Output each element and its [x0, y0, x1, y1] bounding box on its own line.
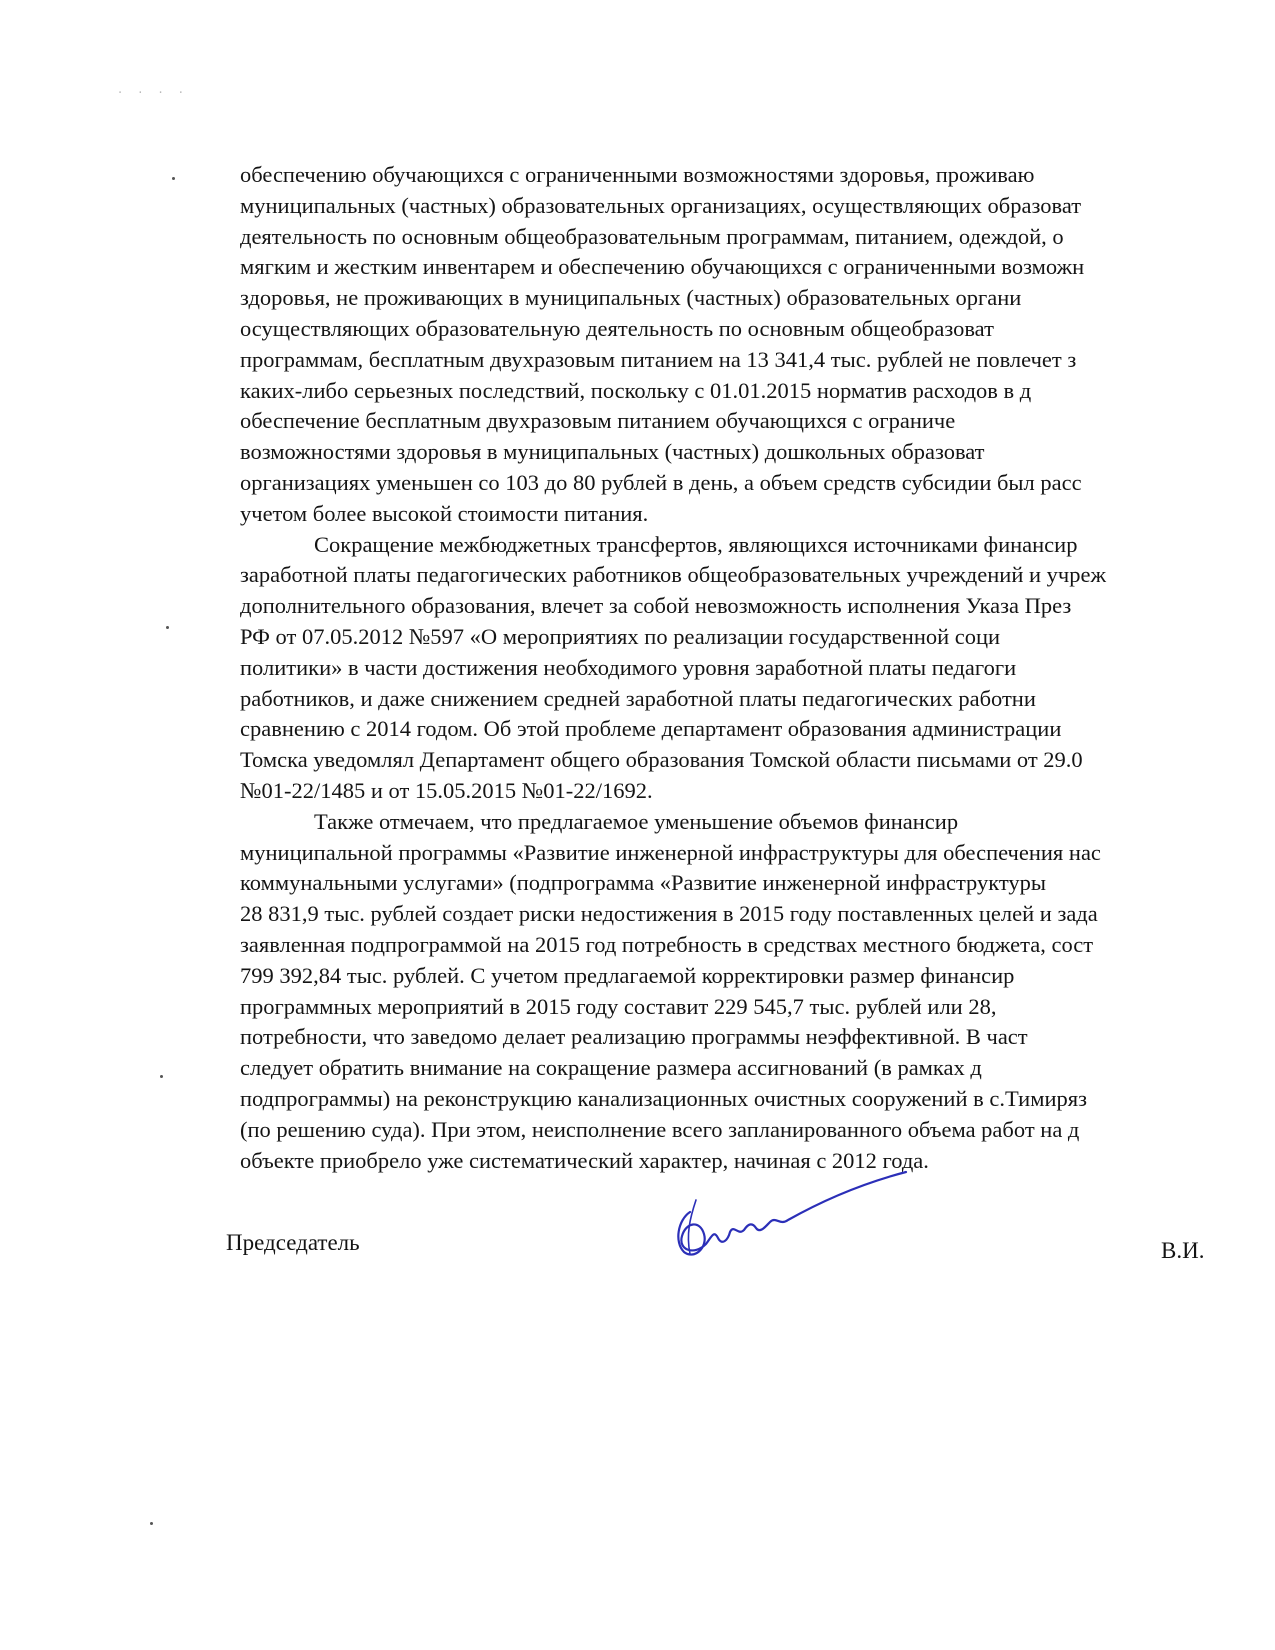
body-line: муниципальной программы «Развитие инженерной инфраструктуры для обеспечения нас	[240, 839, 1101, 865]
body-line: РФ от 07.05.2012 №597 «О мероприятиях по реализации государственной соци	[240, 623, 1001, 649]
body-line: коммунальными услугами» (подпрограмма «Развитие инженерной инфраструктуры	[240, 870, 1047, 896]
body-line: следует обратить внимание на сокращение размера ассигнований (в рамках д	[240, 1055, 982, 1081]
body-line: возможностями здоровья в муниципальных (частных) дошкольных образоват	[240, 439, 985, 465]
body-line: заявленная подпрограммой на 2015 год потребность в средствах местного бюджета, сост	[240, 931, 1094, 957]
body-line: 28 831,9 тыс. рублей создает риски недостижения в 2015 году поставленных целей и зада	[240, 901, 1098, 927]
body-line: муниципальных (частных) образовательных организациях, осуществляющих образоват	[240, 192, 1082, 218]
body-line: обеспечению обучающихся с ограниченными возможностями здоровья, проживаю	[240, 162, 1035, 187]
body-line: обеспечение бесплатным двухразовым питанием обучающихся с ограниче	[240, 408, 956, 434]
scan-speck	[172, 177, 175, 180]
body-line: Томска уведомлял Департамент общего образования Томской области письмами от 29.0	[240, 747, 1083, 773]
body-line: каких-либо серьезных последствий, поскольку с 01.01.2015 норматив расходов в д	[240, 377, 1032, 403]
scan-speck	[166, 626, 169, 629]
scan-artifact-mark: · · · ·	[118, 86, 189, 101]
body-line: Сокращение межбюджетных трансфертов, являющихся источниками финансир	[314, 531, 1078, 557]
body-line: программам, бесплатным двухразовым питанием на 13 341,4 тыс. рублей не повлечет з	[240, 346, 1077, 372]
signature-row	[226, 1230, 1275, 1290]
body-line: дополнительного образования, влечет за собой невозможность исполнения Указа През	[240, 593, 1072, 619]
body-line: учетом более высокой стоимости питания.	[240, 500, 649, 526]
body-line: подпрограммы) на реконструкцию канализационных очистных сооружений в с.Тимиряз	[240, 1085, 1087, 1111]
letter-body	[240, 160, 1275, 1176]
signatory-title: Председатель	[226, 1230, 360, 1255]
body-line: работников, и даже снижением средней заработной платы педагогических работни	[240, 685, 1036, 711]
body-line: деятельность по основным общеобразовательным программам, питанием, одеждой, о	[240, 223, 1064, 249]
scan-speck	[150, 1522, 153, 1525]
body-line: здоровья, не проживающих в муниципальных (частных) образовательных органи	[240, 285, 1022, 311]
body-line: 799 392,84 тыс. рублей. С учетом предлагаемой корректировки размер финансир	[240, 962, 1015, 988]
body-line: объекте приобрело уже систематический характер, начиная с 2012 года.	[240, 1147, 929, 1173]
body-line: №01-22/1485 и от 15.05.2015 №01-22/1692.	[240, 777, 653, 803]
scan-speck	[160, 1075, 163, 1078]
body-line: Также отмечаем, что предлагаемое уменьшение объемов финансир	[314, 808, 959, 834]
body-line: заработной платы педагогических работников общеобразовательных учреждений и учреж	[240, 562, 1107, 588]
body-line: мягким и жестким инвентарем и обеспечению обучающихся с ограниченными возможн	[240, 254, 1085, 280]
body-line: (по решению суда). При этом, неисполнение всего запланированного объема работ на д	[240, 1116, 1080, 1142]
body-line: потребности, что заведомо делает реализацию программы неэффективной. В част	[240, 1024, 1028, 1050]
body-line: сравнению с 2014 годом. Об этой проблеме департамент образования администрации	[240, 716, 1062, 742]
body-line: осуществляющих образовательную деятельность по основным общеобразоват	[240, 315, 994, 341]
signatory-name: В.И.	[1161, 1238, 1205, 1263]
body-line: политики» в части достижения необходимого уровня заработной платы педагоги	[240, 654, 1017, 680]
body-line: программных мероприятий в 2015 году составит 229 545,7 тыс. рублей или 28,	[240, 993, 997, 1019]
body-line: организациях уменьшен со 103 до 80 рублей в день, а объем средств субсидии был расс	[240, 469, 1082, 495]
